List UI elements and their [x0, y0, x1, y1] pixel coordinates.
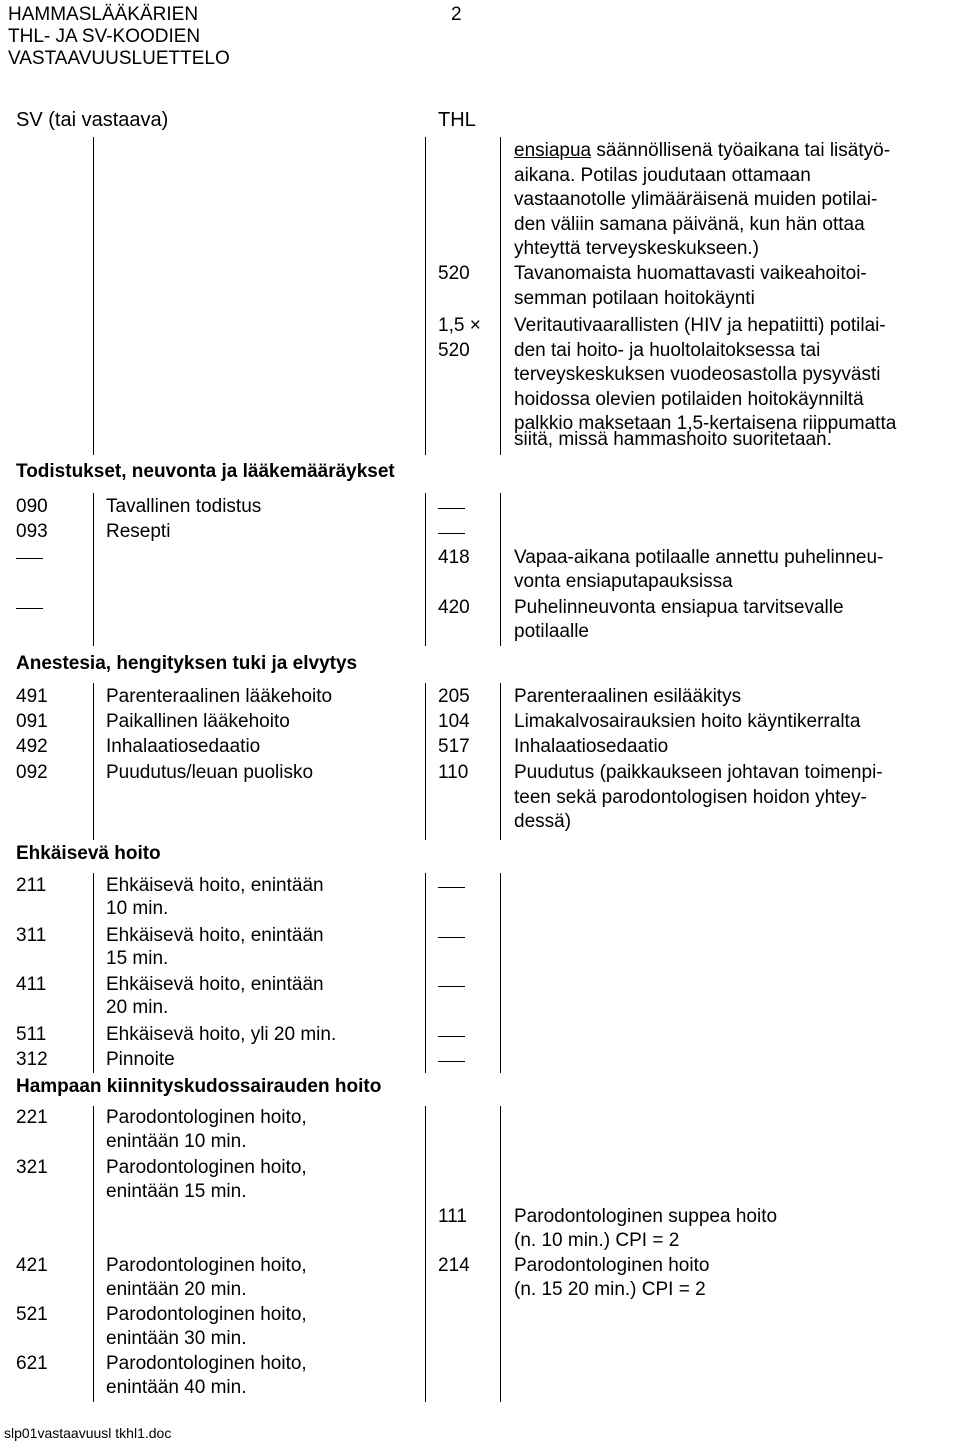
vertical-rule-sv-thl: [425, 683, 426, 840]
sv-code: 311: [16, 925, 47, 946]
vertical-rule-sv-code: [93, 683, 94, 840]
thl-code: 418: [438, 547, 470, 568]
thl-description: Puhelinneuvonta ensiapua tarvitsevalle: [514, 597, 844, 618]
vertical-rule-sv-code: [93, 873, 94, 1073]
sv-description: Parenteraalinen lääkehoito: [106, 686, 333, 707]
section-heading: Hampaan kiinnityskudossairauden hoito: [16, 1076, 382, 1097]
thl-code: 1,5 ×: [438, 315, 481, 336]
vertical-rule-thl-desc: [500, 873, 501, 1073]
empty-dash-mark: [438, 533, 465, 534]
vertical-rule-thl-desc: [500, 683, 501, 840]
thl-description: Puudutus (paikkaukseen johtavan toimenpi-: [514, 762, 883, 783]
empty-dash-mark: [16, 608, 43, 609]
thl-description: hoidossa olevien potilaiden hoitokäynniltä: [514, 388, 864, 410]
note-line: vastaanotolle ylimääräisenä muiden potilai-: [514, 189, 878, 210]
vertical-rule-thl-desc: [500, 1106, 501, 1402]
thl-description: semman potilaan hoitokäynti: [514, 287, 755, 309]
empty-dash-mark: [438, 1036, 465, 1037]
sv-description: enintään 10 min.: [106, 1131, 247, 1152]
sv-description: Ehkäisevä hoito, enintään: [106, 974, 324, 995]
page-number: 2: [451, 4, 462, 25]
empty-dash-mark: [438, 937, 465, 938]
vertical-rule-sv-code: [93, 137, 94, 455]
vertical-rule-sv-thl: [425, 873, 426, 1073]
thl-code: 520: [438, 263, 470, 284]
sv-description: 20 min.: [106, 997, 169, 1018]
vertical-rule-sv-code: [93, 493, 94, 646]
sv-code: 511: [16, 1024, 47, 1045]
sv-description: enintään 15 min.: [106, 1181, 247, 1202]
note-line: den väliin samana päivänä, kun hän ottaa: [514, 213, 865, 235]
vertical-rule-sv-thl: [425, 493, 426, 646]
document-title-line-3: VASTAAVUUSLUETTELO: [8, 48, 230, 69]
sv-code: 221: [16, 1107, 48, 1128]
sv-description: enintään 20 min.: [106, 1279, 247, 1300]
empty-dash-mark: [438, 1061, 465, 1062]
vertical-rule-sv-thl: [425, 1106, 426, 1402]
sv-code: 621: [16, 1353, 48, 1374]
thl-code: 110: [438, 762, 469, 783]
sv-code: 411: [16, 974, 47, 995]
sv-code: 312: [16, 1049, 48, 1070]
note-underlined-word: ensiapua: [514, 140, 592, 161]
empty-dash-mark: [438, 986, 465, 987]
thl-description: Parodontologinen hoito: [514, 1255, 710, 1276]
thl-description: vonta ensiaputapauksissa: [514, 571, 733, 592]
thl-description: Parodontologinen suppea hoito: [514, 1206, 778, 1227]
thl-code: 111: [438, 1206, 467, 1227]
sv-code: 321: [16, 1157, 48, 1178]
sv-code: 492: [16, 736, 48, 757]
thl-description: den tai hoito- ja huoltolaitoksessa tai: [514, 339, 821, 361]
document-title-line-2: THL- JA SV-KOODIEN: [8, 26, 201, 47]
sv-code: 521: [16, 1304, 48, 1325]
sv-code: 491: [16, 686, 48, 707]
sv-code: 421: [16, 1255, 48, 1276]
thl-description: Vapaa-aikana potilaalle annettu puhelinneu-: [514, 547, 884, 568]
sv-description: Tavallinen todistus: [106, 496, 262, 517]
thl-description: Parenteraalinen esilääkitys: [514, 686, 742, 707]
sv-description: Puudutus/leuan puolisko: [106, 762, 314, 783]
sv-code: 211: [16, 875, 47, 896]
sv-description: enintään 30 min.: [106, 1328, 247, 1349]
thl-description: potilaalle: [514, 621, 589, 642]
vertical-rule-thl-desc: [500, 137, 501, 455]
thl-description: terveyskeskuksen vuodeosastolla pysyvästi: [514, 364, 881, 385]
sv-description: enintään 40 min.: [106, 1377, 247, 1398]
vertical-rule-thl-desc: [500, 493, 501, 646]
sv-description: Ehkäisevä hoito, enintään: [106, 875, 324, 896]
thl-description: Veritautivaarallisten (HIV ja hepatiitti) potilai-: [514, 315, 886, 336]
thl-description: (n. 15 20 min.) CPI = 2: [514, 1279, 706, 1300]
empty-dash-mark: [438, 887, 465, 888]
section-heading: Ehkäisevä hoito: [16, 843, 161, 864]
sv-description: Pinnoite: [106, 1049, 175, 1070]
thl-code: 517: [438, 736, 470, 757]
sv-description: Parodontologinen hoito,: [106, 1157, 307, 1178]
sv-code: 092: [16, 762, 48, 783]
vertical-rule-sv-code: [93, 1106, 94, 1402]
empty-dash-mark: [438, 508, 465, 509]
sv-description: 10 min.: [106, 898, 169, 919]
section-heading: Todistukset, neuvonta ja lääkemääräykset: [16, 461, 395, 482]
thl-description: siitä, missä hammashoito suoritetaan.: [514, 429, 832, 450]
thl-code: 420: [438, 597, 470, 618]
thl-description: Tavanomaista huomattavasti vaikeahoitoi-: [514, 263, 867, 284]
sv-description: Ehkäisevä hoito, yli 20 min.: [106, 1024, 337, 1045]
thl-code: 520: [438, 339, 470, 361]
thl-description: Inhalaatiosedaatio: [514, 736, 669, 757]
note-line: yhteyttä terveyskeskukseen.): [514, 238, 759, 259]
thl-code: 205: [438, 686, 470, 707]
sv-description: Parodontologinen hoito,: [106, 1353, 307, 1374]
sv-description: 15 min.: [106, 948, 169, 969]
section-heading: Anestesia, hengityksen tuki ja elvytys: [16, 653, 358, 674]
sv-description: Resepti: [106, 521, 171, 542]
note-line-1-rest: säännöllisenä työaikana tai lisätyö-: [591, 140, 891, 161]
thl-code: 214: [438, 1255, 470, 1276]
sv-description: Ehkäisevä hoito, enintään: [106, 925, 324, 946]
sv-description: Parodontologinen hoito,: [106, 1255, 307, 1276]
sv-description: Paikallinen lääkehoito: [106, 711, 290, 732]
note-line: aikana. Potilas joudutaan ottamaan: [514, 164, 811, 186]
note-line-1: [514, 139, 890, 164]
sv-description: Parodontologinen hoito,: [106, 1107, 307, 1128]
column-header-sv: SV (tai vastaava): [16, 109, 169, 131]
sv-description: Parodontologinen hoito,: [106, 1304, 307, 1325]
vertical-rule-sv-thl: [425, 137, 426, 455]
sv-description: Inhalaatiosedaatio: [106, 736, 261, 757]
column-header-thl: THL: [438, 109, 476, 131]
sv-code: 091: [16, 711, 48, 732]
thl-description: dessä): [514, 811, 572, 832]
sv-code: 090: [16, 496, 48, 517]
thl-description: palkkio maksetaan 1,5-kertaisena riippumatta: [514, 413, 897, 434]
sv-code: 093: [16, 521, 48, 542]
empty-dash-mark: [16, 558, 43, 559]
thl-code: 104: [438, 711, 470, 732]
thl-description: teen sekä parodontologisen hoidon yhtey-: [514, 786, 867, 808]
thl-description: (n. 10 min.) CPI = 2: [514, 1230, 680, 1251]
document-title-line-1: HAMMASLÄÄKÄRIEN: [8, 4, 199, 25]
footer-filename: slp01vastaavuusl tkhl1.doc: [4, 1425, 172, 1441]
thl-description: Limakalvosairauksien hoito käyntikerralta: [514, 711, 861, 732]
